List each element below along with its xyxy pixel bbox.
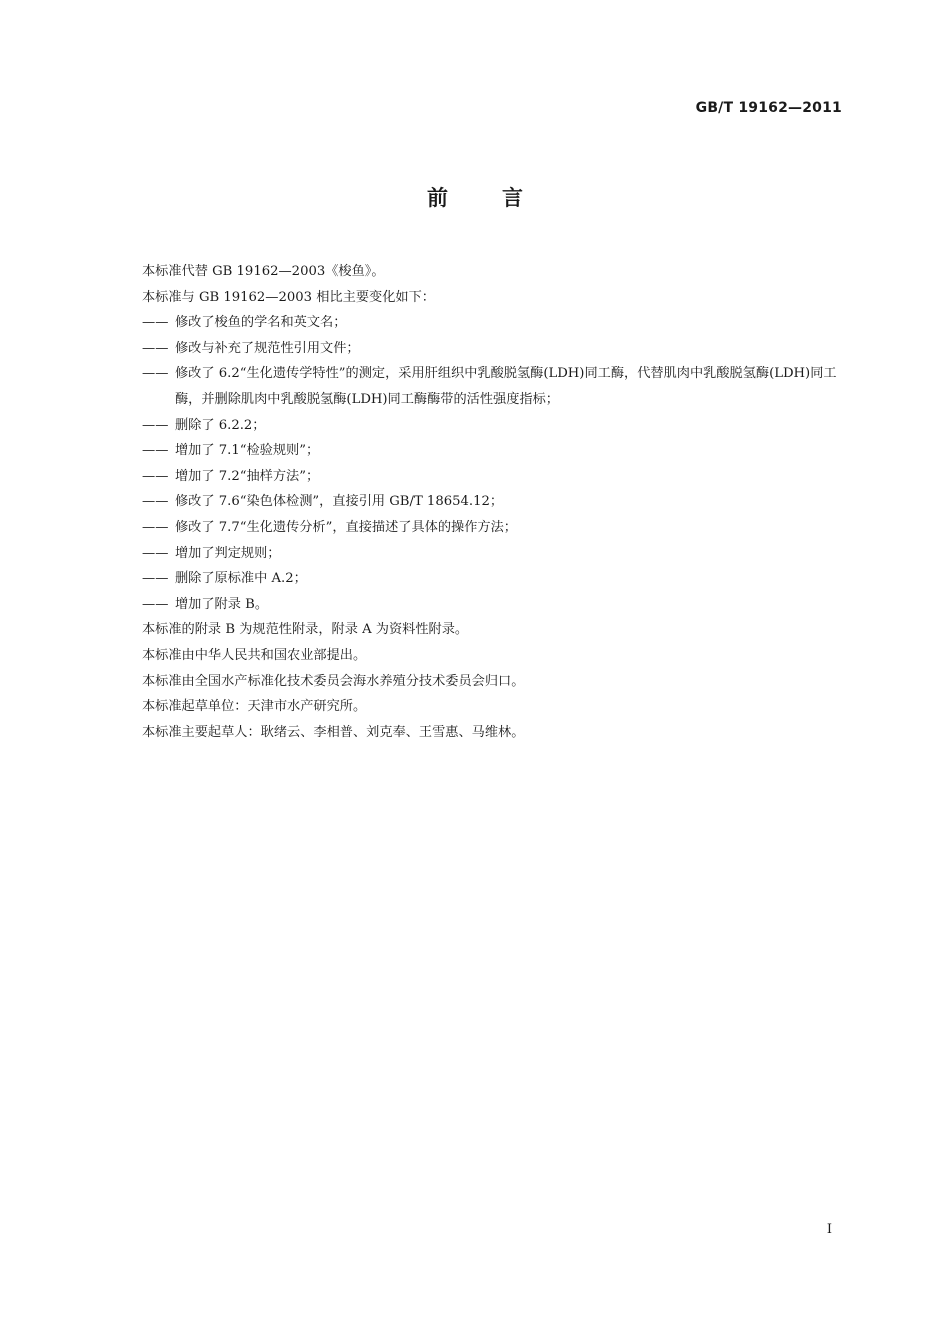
change-item-text: 修改了 7.6“染色体检测”，直接引用 GB/T 18654.12；	[175, 494, 504, 510]
change-item-text: 删除了 6.2.2；	[175, 417, 266, 433]
change-item	[142, 592, 844, 618]
dash-marker: ——	[142, 417, 169, 433]
dash-marker: ——	[142, 494, 169, 510]
change-item	[142, 464, 844, 490]
dash-marker: ——	[142, 315, 169, 331]
dash-marker: ——	[142, 596, 169, 612]
change-item-text: 增加了 7.2“抽样方法”；	[175, 468, 320, 484]
paragraph-drafting-unit: 本标准起草单位：天津市水产研究所。	[142, 699, 367, 715]
change-item	[142, 361, 844, 412]
change-item-text: 修改与补充了规范性引用文件；	[175, 340, 360, 356]
change-item	[142, 566, 844, 592]
change-item-text: 删除了原标准中 A.2；	[175, 571, 307, 587]
change-item-text: 修改了梭鱼的学名和英文名；	[175, 315, 347, 331]
paragraph-changes-intro: 本标准与 GB 19162—2003 相比主要变化如下：	[142, 289, 435, 305]
change-item-text: 增加了附录 B。	[175, 596, 269, 612]
paragraph-appendix: 本标准的附录 B 为规范性附录，附录 A 为资料性附录。	[142, 622, 469, 638]
change-item	[142, 515, 844, 541]
change-item	[142, 438, 844, 464]
paragraph-replaces: 本标准代替 GB 19162—2003《梭鱼》。	[142, 264, 385, 279]
page-title: 前言	[427, 186, 577, 210]
change-item	[142, 336, 844, 362]
change-item-text: 增加了判定规则；	[175, 545, 281, 561]
standard-code: GB/T 19162—2011	[695, 100, 842, 116]
dash-marker: ——	[142, 545, 169, 561]
foreword-body	[142, 259, 844, 745]
change-item	[142, 541, 844, 567]
change-item-text: 修改了 7.7“生化遗传分析”，直接描述了具体的操作方法；	[175, 519, 517, 535]
change-item-text: 增加了 7.1“检验规则”；	[175, 443, 320, 459]
page-number: I	[826, 1222, 832, 1237]
paragraph-drafters: 本标准主要起草人：耿绪云、李相普、刘克奉、王雪惠、马维林。	[142, 724, 525, 740]
dash-marker: ——	[142, 571, 169, 587]
dash-marker: ——	[142, 443, 169, 459]
dash-marker: ——	[142, 519, 169, 535]
dash-marker: ——	[142, 366, 169, 382]
change-item	[142, 310, 844, 336]
paragraph-managed-by: 本标准由全国水产标准化技术委员会海水养殖分技术委员会归口。	[142, 673, 525, 689]
dash-marker: ——	[142, 468, 169, 484]
dash-marker: ——	[142, 340, 169, 356]
change-item-text: 修改了 6.2“生化遗传学特性”的测定，采用肝组织中乳酸脱氢酶(LDH)同工酶，代替肌肉中乳酸脱氢酶(LDH)同工酶，并删除肌肉中乳酸脱氢酶(LDH)同工酶酶带的活性强度指标；	[175, 366, 837, 407]
paragraph-proposed-by: 本标准由中华人民共和国农业部提出。	[142, 647, 367, 663]
change-item	[142, 489, 844, 515]
change-item	[142, 413, 844, 439]
